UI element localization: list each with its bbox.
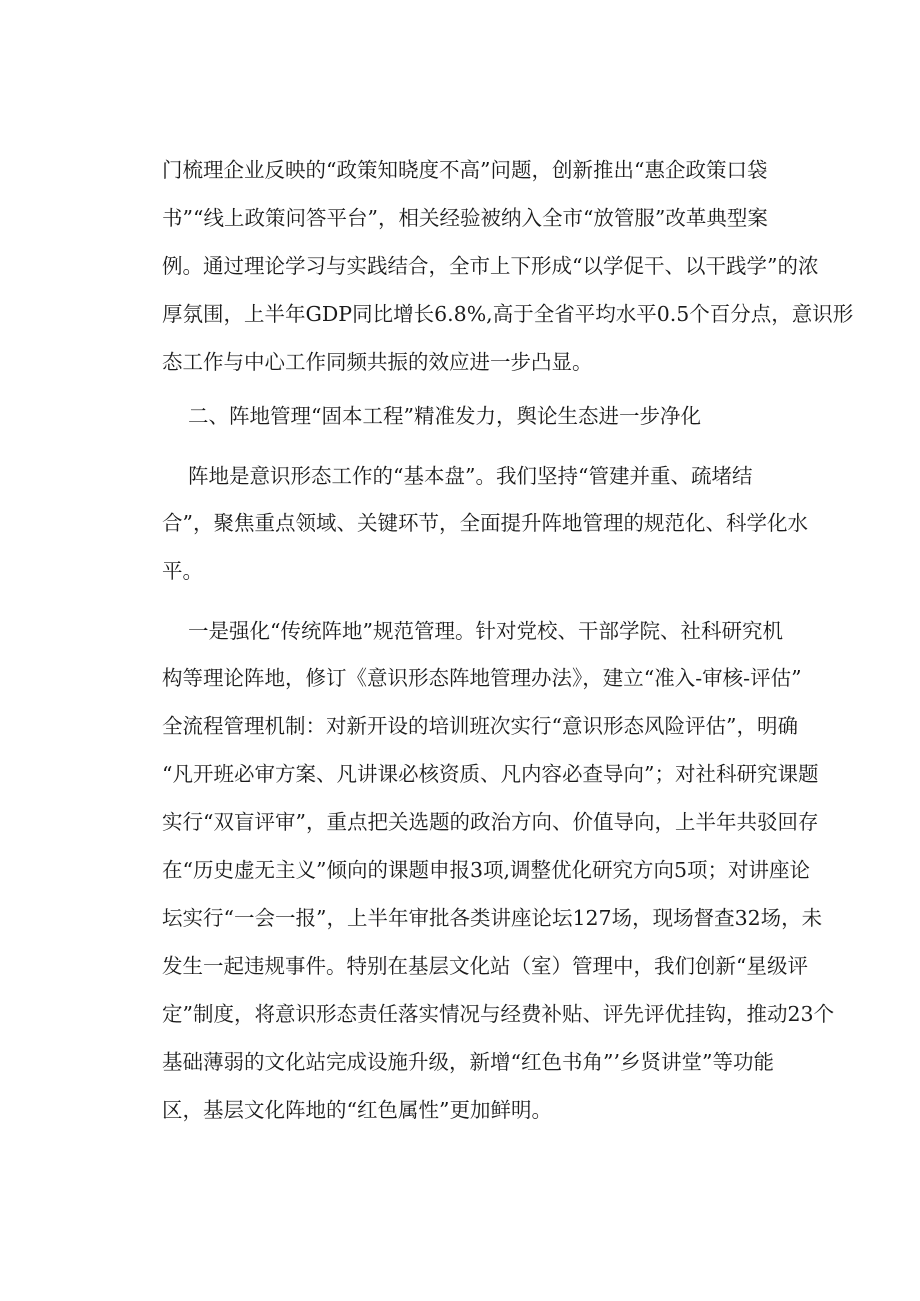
text-line: 发生一起违规事件。特别在基层文化站（室）管理中，我们创新“星级评 (162, 954, 808, 978)
text-line: 阵地是意识形态工作的“基本盘”。我们坚持“管建并重、疏堵结 (188, 464, 753, 488)
section-heading: 二、阵地管理“固本工程”精准发力，舆论生态进一步净化 (188, 404, 701, 428)
text-line: 构等理论阵地，修订《意识形态阵地管理办法》，建立“准入-审核-评估” (162, 666, 802, 690)
text-line: 基础薄弱的文化站完成设施升级，新增“红色书角”’乡贤讲堂”等功能 (162, 1050, 774, 1074)
text-line: 平。 (162, 559, 203, 583)
text-line: 例。通过理论学习与实践结合，全市上下形成“以学促干、以干践学”的浓 (162, 254, 819, 278)
text-line: 实行“双盲评审”，重点把关选题的政治方向、价值导向，上半年共驳回存 (162, 810, 819, 834)
text-line: 书”“线上政策问答平台”，相关经验被纳入全市“放管服”改革典型案 (162, 206, 768, 230)
text-line: 态工作与中心工作同频共振的效应进一步凸显。 (162, 350, 593, 374)
text-line: 定”制度，将意识形态责任落实情况与经费补贴、评先评优挂钩，推动23个 (162, 1002, 835, 1026)
text-line: 一是强化“传统阵地”规范管理。针对党校、干部学院、社科研究机 (188, 619, 783, 643)
text-line: 合”，聚焦重点领域、关键环节，全面提升阵地管理的规范化、科学化水 (162, 511, 808, 535)
text-line: 门梳理企业反映的“政策知晓度不高”问题，创新推出“惠企政策口袋 (162, 158, 768, 182)
text-line: 坛实行“一会一报”，上半年审批各类讲座论坛127场，现场督查32场，未 (162, 906, 823, 930)
text-line: 厚氛围，上半年GDP同比增长6.8%,高于全省平均水平0.5个百分点，意识形 (162, 302, 854, 326)
text-line: 在“历史虚无主义”倾向的课题申报3项,调整优化研究方向5项；对讲座论 (162, 858, 811, 882)
text-line: 区，基层文化阵地的“红色属性”更加鲜明。 (162, 1098, 552, 1122)
text-line: “凡开班必审方案、凡讲课必核资质、凡内容必查导向”；对社科研究课题 (162, 762, 819, 786)
text-line: 全流程管理机制：对新开设的培训班次实行“意识形态风险评估”，明确 (162, 714, 798, 738)
